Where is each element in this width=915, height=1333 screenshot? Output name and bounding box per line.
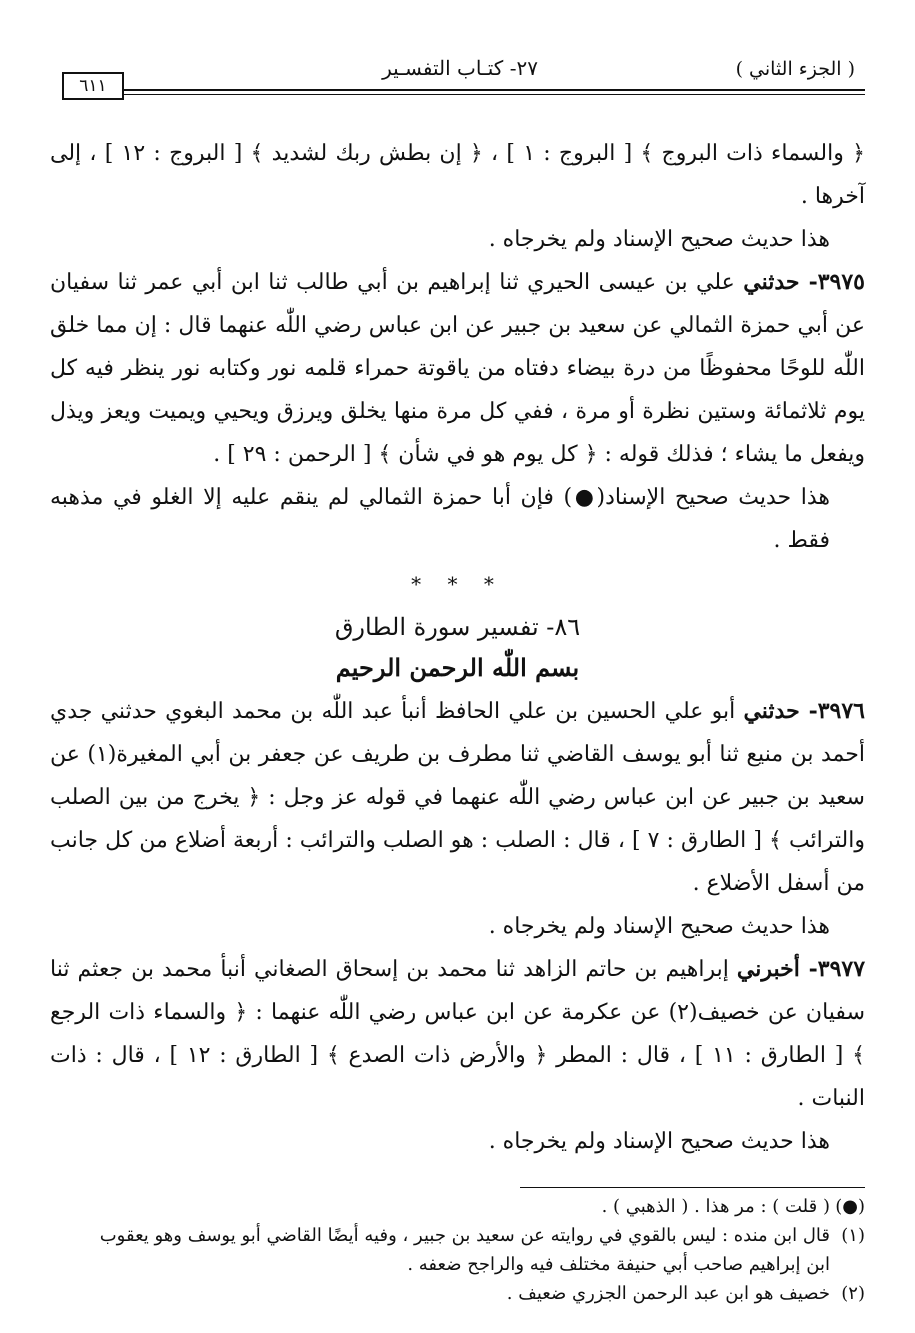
paragraph-text: علي بن عيسى الحيري ثنا إبراهيم بن أبي طالب ثنا ابن أبي عمر ثنا سفيان عن أبي حمزة الثمالي عن سعيد بن جبير عن ابن عباس رضي اللّٰه عنهما قال : إن مما خلق اللّٰه للوحًا محفوظًا من درة بيضاء دفتاه من ياقوتة حمراء قلمه نور وكتابه نور ينظر فيه كل يوم ثلاثمائة وستين نظرة أو مرة ، ففي كل مرة منها يخلق ويرزق ويحيي ويميت ويعز ويذل ويفعل ما يشاء ؛ فذلك قوله : ﴿ كل يوم هو في شأن ﴾ [ الرحمن : ٢٩ ] . — [50, 270, 865, 467]
page-body — [50, 132, 865, 1163]
hadith-number: ٣٩٧٥- حدثني — [743, 269, 865, 295]
paragraph-text: ﴿ والسماء ذات البروج ﴾ [ البروج : ١ ] ، ﴿ إن بطش ربك لشديد ﴾ [ البروج : ١٢ ] ، إلى آخرها . — [50, 141, 865, 209]
paragraph — [50, 476, 865, 562]
footnote-marker: (٢) — [841, 1283, 865, 1304]
hadith-3975 — [50, 261, 865, 476]
hadith-3977 — [50, 948, 865, 1120]
footnote-continuation: ابن إبراهيم صاحب أبي حنيفة مختلف فيه والراجح ضعفه . — [407, 1254, 830, 1275]
paragraph-text: هذا حديث صحيح الإسناد(●) فإن أبا حمزة الثمالي لم ينقم عليه إلا الغلو في مذهبه فقط . — [50, 485, 830, 553]
hadith-number: ٣٩٧٦- حدثني — [743, 698, 865, 724]
document-page — [50, 40, 866, 1304]
paragraph-text: هذا حديث صحيح الإسناد ولم يخرجاه . — [488, 1129, 830, 1154]
paragraph-text: هذا حديث صحيح الإسناد ولم يخرجاه . — [488, 914, 830, 939]
footnote-rule — [520, 1187, 865, 1188]
paragraph-text: هذا حديث صحيح الإسناد ولم يخرجاه . — [488, 227, 830, 252]
footnote-marker: (●) — [835, 1196, 865, 1217]
paragraph — [50, 1120, 865, 1163]
header-rule-thin — [122, 94, 865, 95]
footnotes — [50, 1192, 865, 1308]
footnote — [50, 1221, 865, 1250]
paragraph — [50, 218, 865, 261]
page-header — [50, 40, 865, 96]
book-title: ٢٧- كتـاب التفسـير — [382, 56, 538, 80]
hadith-3976 — [50, 690, 865, 905]
footnote — [50, 1279, 865, 1308]
paragraph — [50, 905, 865, 948]
basmala: بسم اللّٰه الرحمن الرحيم — [335, 653, 580, 682]
paragraph-text: إبراهيم بن حاتم الزاهد ثنا محمد بن إسحاق الصغاني أنبأ محمد بن جعثم ثنا سفيان عن خصيف(٢) عن عكرمة عن ابن عباس رضي اللّٰه عنهما : ﴿ والسماء ذات الرجع ﴾ [ الطارق : ١١ ] ، قال : المطر ﴿ والأرض ذات الصدع ﴾ [ الطارق : ١٢ ] ، قال : ذات النبات . — [50, 957, 865, 1111]
section-separator: * * * — [411, 572, 504, 596]
page-number: ٦١١ — [62, 72, 124, 100]
footnote-marker: (١) — [841, 1225, 865, 1246]
footnote-text: ( قلت ) : مر هذا . ( الذهبي ) . — [601, 1196, 830, 1217]
footnote — [50, 1192, 865, 1221]
footnote-text: خصيف هو ابن عبد الرحمن الجزري ضعيف . — [506, 1283, 830, 1304]
chapter-title: ٨٦- تفسير سورة الطارق — [334, 613, 581, 641]
hadith-number: ٣٩٧٧- أخبرني — [736, 956, 866, 982]
part-label: ( الجزء الثاني ) — [735, 58, 855, 80]
paragraph — [50, 132, 865, 218]
footnote-text: قال ابن منده : ليس بالقوي في روايته عن سعيد بن جبير ، وفيه أيضًا القاضي أبو يوسف وهو يعقوب — [99, 1225, 830, 1246]
paragraph-text: أبو علي الحسين بن علي الحافظ أنبأ عبد اللّٰه بن محمد البغوي حدثني جدي أحمد بن منيع ثنا أبو يوسف القاضي ثنا مطرف بن طريف عن جعفر بن أبي المغيرة(١) عن سعيد بن جبير عن ابن عباس رضي اللّٰه عنهما في قوله عز وجل : ﴿ يخرج من بين الصلب والترائب ﴾ [ الطارق : ٧ ] ، قال : الصلب : هو الصلب والترائب : أربعة أضلاع من كل جانب من أسفل الأضلاع . — [50, 699, 865, 896]
header-rule — [122, 89, 865, 91]
